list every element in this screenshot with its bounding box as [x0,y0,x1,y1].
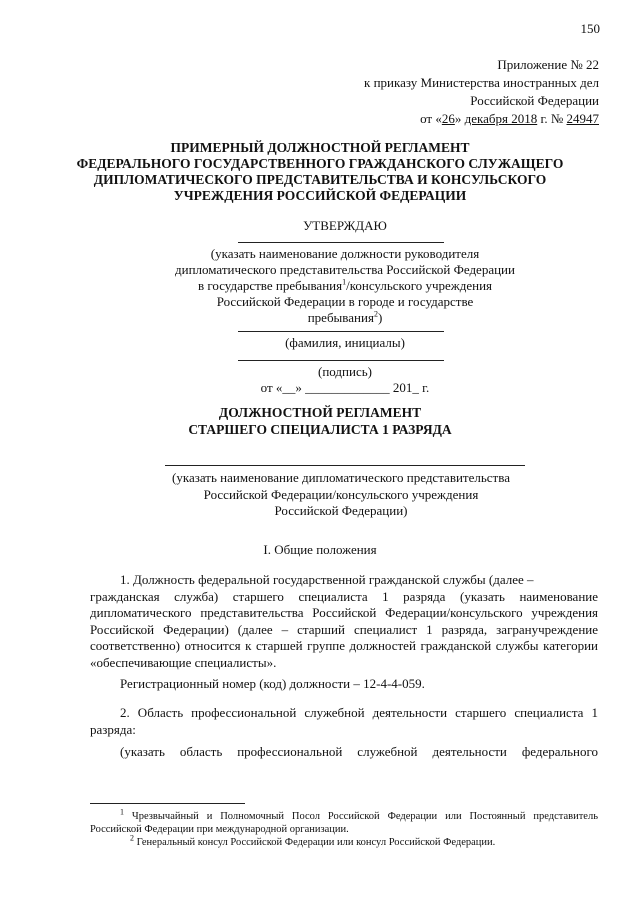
organization-block: (указать наименование дипломатического представительства Российской Федерации/консульского учреждения Российской Федерации) [172,470,510,518]
signature-line [238,360,444,361]
registration-number: Регистрационный номер (код) должности – 12-4-4-059. [120,676,425,691]
appendix-line: Приложение № 22 [497,57,599,72]
regulation-title: ДОЛЖНОСТНОЙ РЕГЛАМЕНТ СТАРШЕГО СПЕЦИАЛИСТА 1 РАЗРЯДА [188,405,452,437]
appendix-date-line: от «26» декабря 2018 г. № 24947 [420,111,599,126]
footnote-1: $^1$ Чрезвычайный и Полномочный Посол Российской Федерации или Постоянный представитель Российской Федерации при международной организации. [90,807,598,835]
appendix-line: Российской Федерации [470,93,599,108]
page-number: 150 [580,21,600,36]
footnote-mark: 1 [342,277,347,287]
order-number: 24947 [566,111,599,126]
order-month: декабря 2018 [464,111,538,126]
order-day: 26 [441,111,455,126]
footnote-2: $^2$ Генеральный консул Российской Федерации или консул Российской Федерации. [130,833,496,848]
signature-label: (подпись) [318,364,372,379]
paragraph-3: (указать область профессиональной служебной деятельности федерального [120,744,598,759]
name-label: (фамилия, инициалы) [285,335,405,350]
approval-date: от «__» _____________ 201_ г. [260,380,430,395]
organization-line [165,465,525,466]
name-line [238,331,444,332]
footnote-separator [90,803,245,804]
approval-signature-line [238,242,444,243]
appendix-line: к приказу Министерства иностранных дел [364,75,599,90]
approval-heading: УТВЕРЖДАЮ [303,218,387,233]
footnote-mark: 1 [120,807,124,817]
approval-position-block: (указать наименование должности руководителя дипломатического представительства Российской Федерации в государстве пребывания$^1$/консульского учреждения Российской Федерации в городе и государстве пребывания$^2$) [175,246,515,325]
paragraph-2: 2. Область профессиональной служебной деятельности старшего специалиста 1 разряда: [90,705,598,737]
footnote-mark: 2 [373,309,378,319]
appendix-header [364,56,599,128]
footnote-mark: 2 [130,833,134,843]
paragraph-1: 1. Должность федеральной государственной гражданской службы (далее – гражданская служба) старшего специалиста 1 разряда (указать наименование дипломатического представительства Российской Федерации/консульского учреждения Российской Федерации) (далее – старший специалист 1 разряда, загранучреждение соответственно) относится к старшей группе должностей гражданской службы категории «обеспечивающие специалисты». [90,572,598,670]
document-title: ПРИМЕРНЫЙ ДОЛЖНОСТНОЙ РЕГЛАМЕНТ ФЕДЕРАЛЬНОГО ГОСУДАРСТВЕННОГО ГРАЖДАНСКОГО СЛУЖАЩЕГО ДИПЛОМАТИЧЕСКОГО ПРЕДСТАВИТЕЛЬСТВА И КОНСУЛЬСКОГО УЧРЕЖДЕНИЯ РОССИЙСКОЙ ФЕДЕРАЦИИ [76,140,564,203]
section-heading: I. Общие положения [263,542,377,557]
